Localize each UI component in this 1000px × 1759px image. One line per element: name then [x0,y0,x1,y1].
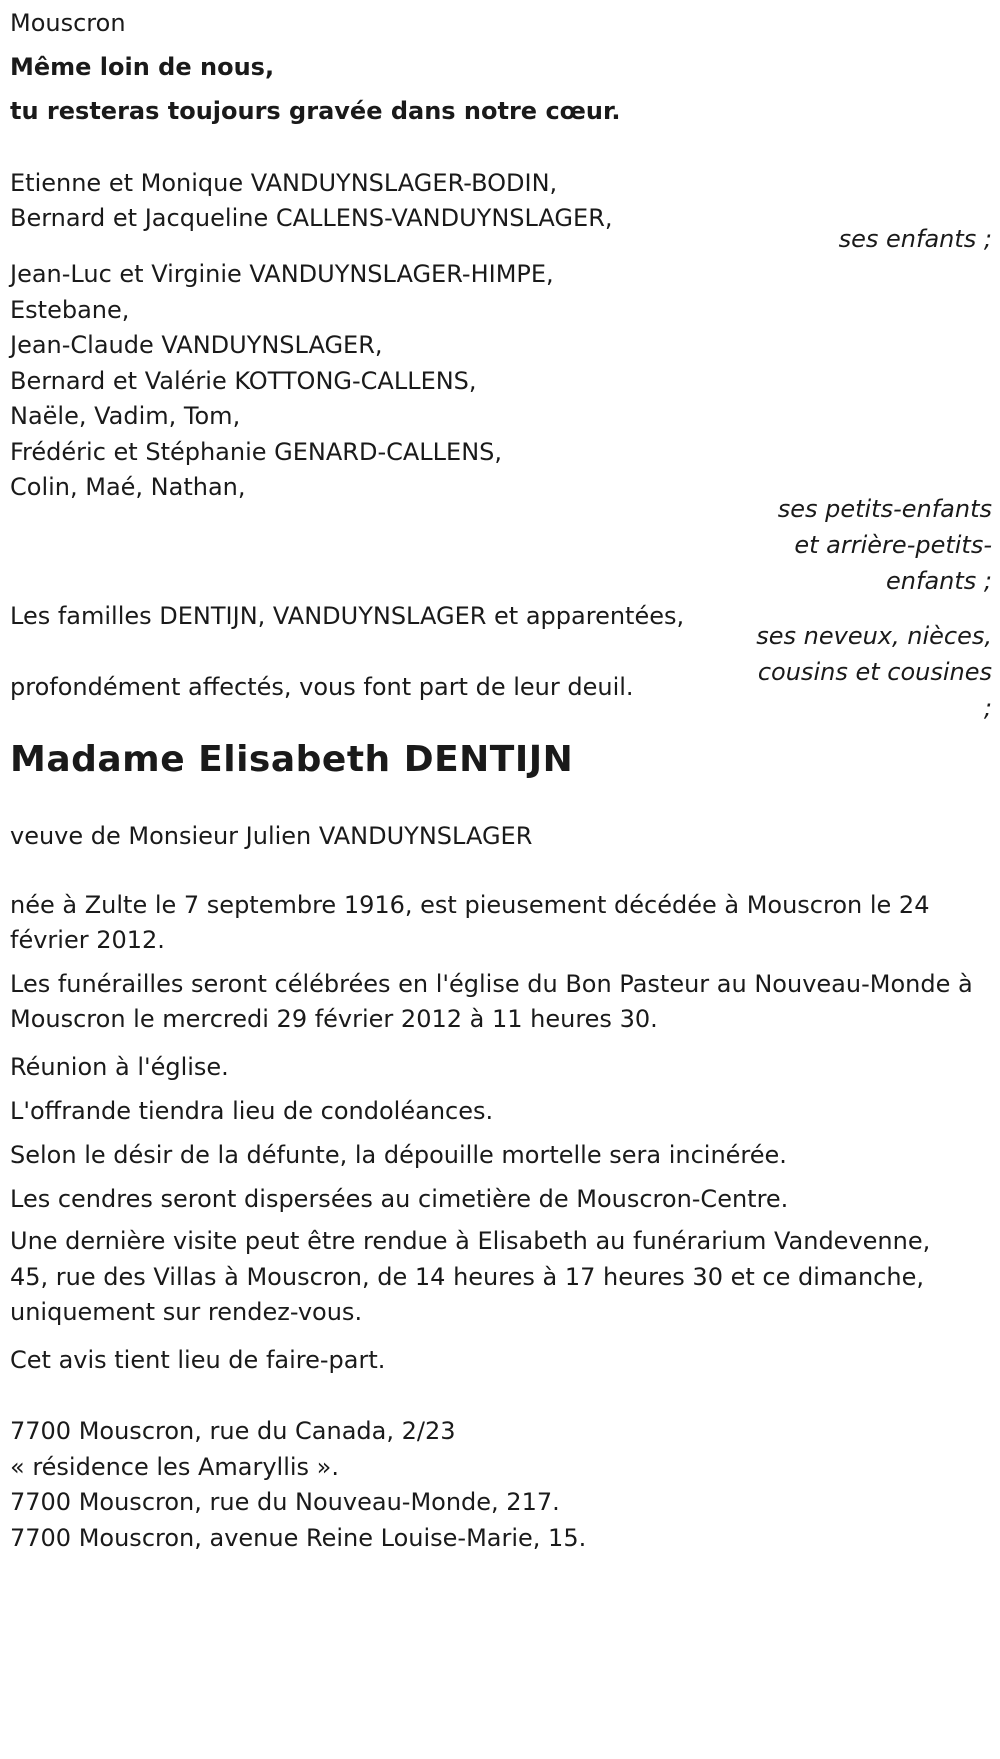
grandchild-name: Estebane, [10,296,130,324]
announcement-line: profondément affectés, vous font part de leur deuil. [10,673,634,701]
city-heading: Mouscron [10,9,126,37]
grandchild-name: Naële, Vadim, Tom, [10,402,241,430]
address-line: 7700 Mouscron, rue du Canada, 2/23 [10,1417,456,1445]
grandchild-name: Jean-Claude VANDUYNSLAGER, [10,331,383,359]
birth-death-paragraph: née à Zulte le 7 septembre 1916, est pieusement décédée à Mouscron le 24 février 2012. [10,891,930,954]
visit-paragraph: Une dernière visite peut être rendue à Elisabeth au funérarium Vandevenne, 45, rue des Villas à Mouscron, de 14 heures à 17 heures 30 et ce dimanche, uniquement sur rendez-vous. [10,1227,931,1326]
widow-of-line: veuve de Monsieur Julien VANDUYNSLAGER [10,822,533,850]
ashes-paragraph: Les cendres seront dispersées au cimetière de Mouscron-Centre. [10,1185,789,1213]
notice-paragraph: Cet avis tient lieu de faire-part. [10,1346,386,1374]
meeting-paragraph: Réunion à l'église. [10,1053,229,1081]
offering-paragraph: L'offrande tiendra lieu de condoléances. [10,1097,494,1125]
address-line: 7700 Mouscron, avenue Reine Louise-Marie, 15. [10,1524,587,1552]
grandchildren-relation-line: ses petits-enfants [777,495,992,523]
funeral-paragraph: Les funérailles seront célébrées en l'église du Bon Pasteur au Nouveau-Monde à Mouscron le mercredi 29 février 2012 à 11 heures 30. [10,970,973,1033]
families-line: Les familles DENTIJN, VANDUYNSLAGER et apparentées, [10,602,685,630]
quote-line-1: Même loin de nous, [10,53,275,81]
grandchild-name: Jean-Luc et Virginie VANDUYNSLAGER-HIMPE, [10,260,554,288]
families-relation-line: cousins et cousines [757,658,992,686]
address-line: « résidence les Amaryllis ». [10,1453,339,1481]
grandchildren-relation-line: et arrière-petits- [794,531,992,559]
grandchildren-relation-line: enfants ; [886,567,992,595]
cremation-paragraph: Selon le désir de la défunte, la dépouille mortelle sera incinérée. [10,1141,787,1169]
grandchild-name: Bernard et Valérie KOTTONG-CALLENS, [10,367,477,395]
grandchild-name: Colin, Maé, Nathan, [10,473,246,501]
families-relation-line: ; [983,694,992,722]
families-relation-line: ses neveux, nièces, [756,622,992,650]
children-relation: ses enfants ; [838,225,992,253]
child-name: Etienne et Monique VANDUYNSLAGER-BODIN, [10,169,558,197]
deceased-name: Madame Elisabeth DENTIJN [10,739,574,780]
address-line: 7700 Mouscron, rue du Nouveau-Monde, 217. [10,1488,560,1516]
child-name: Bernard et Jacqueline CALLENS-VANDUYNSLAGER, [10,204,613,232]
quote-line-2: tu resteras toujours gravée dans notre cœur. [10,97,621,125]
grandchild-name: Frédéric et Stéphanie GENARD-CALLENS, [10,438,503,466]
